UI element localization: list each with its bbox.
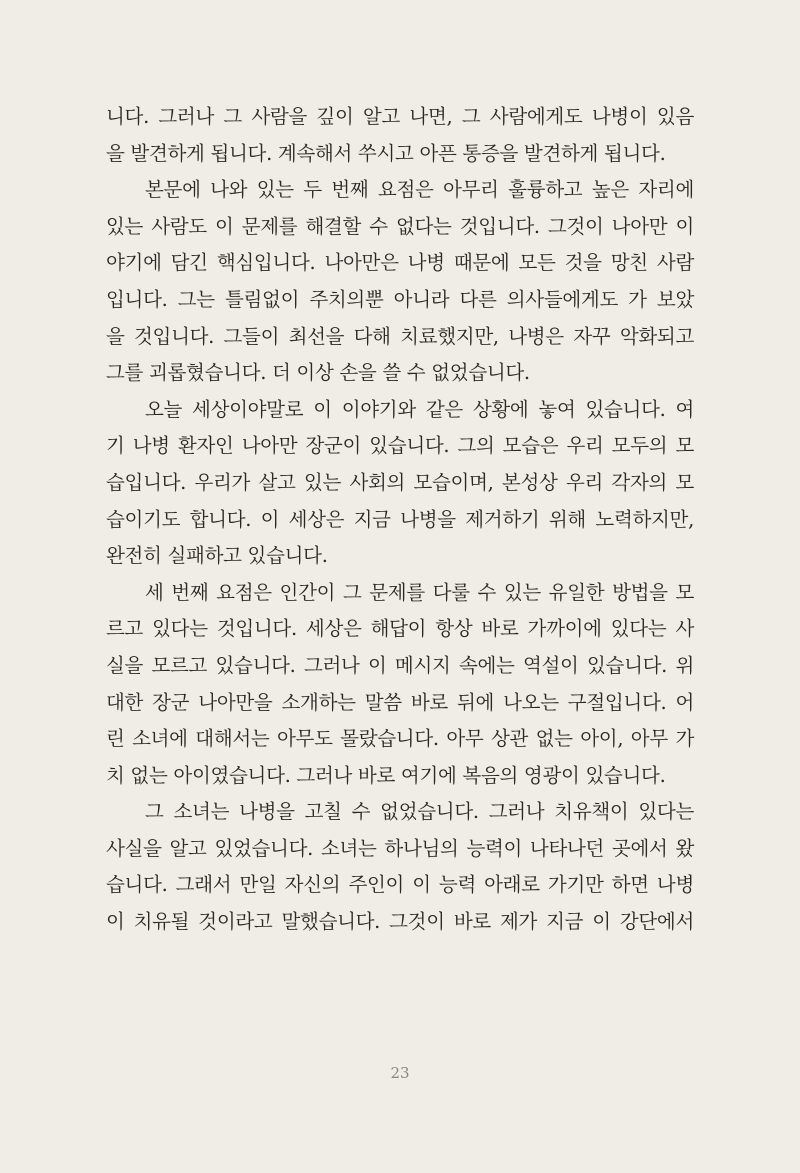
- text-line: 기 나병 환자인 나아만 장군이 있습니다. 그의 모습은 우리 모두의 모: [106, 434, 694, 458]
- text-line: 치 없는 아이였습니다. 그러나 바로 여기에 복음의 영광이 있습니다.: [106, 763, 666, 787]
- text-line: 있는 사람도 이 문제를 해결할 수 없다는 것입니다. 그것이 나아만 이: [106, 214, 694, 238]
- text-line: 습입니다. 우리가 살고 있는 사회의 모습이며, 본성상 우리 각자의 모: [106, 470, 694, 494]
- text-line: 완전히 실패하고 있습니다.: [106, 544, 328, 568]
- text-line: 을 것입니다. 그들이 최선을 다해 치료했지만, 나병은 자꾸 악화되고: [106, 324, 694, 348]
- text-line: 그를 괴롭혔습니다. 더 이상 손을 쓸 수 없었습니다.: [106, 361, 530, 385]
- text-line: 을 발견하게 됩니다. 계속해서 쑤시고 아픈 통증을 발견하게 됩니다.: [106, 141, 666, 165]
- page-number: 23: [390, 1064, 410, 1082]
- text-line: 대한 장군 나아만을 소개하는 말씀 바로 뒤에 나오는 구절입니다. 어: [106, 690, 694, 714]
- text-line: 이 치유될 것이라고 말했습니다. 그것이 바로 제가 지금 이 강단에서: [106, 910, 694, 934]
- text-line: 실을 모르고 있습니다. 그러나 이 메시지 속에는 역설이 있습니다. 위: [106, 653, 694, 677]
- text-line: 니다. 그러나 그 사람을 깊이 알고 나면, 그 사람에게도 나병이 있음: [106, 105, 694, 128]
- paragraph-first-line: 본문에 나와 있는 두 번째 요점은 아무리 훌륭하고 높은 자리에: [145, 178, 694, 202]
- paragraph-first-line: 그 소녀는 나병을 고칠 수 없었습니다. 그러나 치유책이 있다는: [145, 800, 694, 824]
- text-line: 르고 있다는 것입니다. 세상은 해답이 항상 바로 가까이에 있다는 사: [106, 617, 694, 641]
- text-line: 사실을 알고 있었습니다. 소녀는 하나님의 능력이 나타나던 곳에서 왔: [106, 836, 694, 860]
- text-line: 야기에 담긴 핵심입니다. 나아만은 나병 때문에 모든 것을 망친 사람: [106, 251, 694, 275]
- text-line: 습니다. 그래서 만일 자신의 주인이 이 능력 아래로 가기만 하면 나병: [106, 873, 694, 897]
- body-text: [106, 99, 694, 941]
- text-line: 습이기도 합니다. 이 세상은 지금 나병을 제거하기 위해 노력하지만,: [106, 507, 694, 531]
- paragraph-first-line: 오늘 세상이야말로 이 이야기와 같은 상황에 놓여 있습니다. 여: [145, 397, 694, 421]
- paragraph-first-line: 세 번째 요점은 인간이 그 문제를 다룰 수 있는 유일한 방법을 모: [145, 580, 694, 604]
- text-line: 입니다. 그는 틀림없이 주치의뿐 아니라 다른 의사들에게도 가 보았: [106, 287, 694, 311]
- text-line: 린 소녀에 대해서는 아무도 몰랐습니다. 아무 상관 없는 아이, 아무 가: [106, 727, 694, 751]
